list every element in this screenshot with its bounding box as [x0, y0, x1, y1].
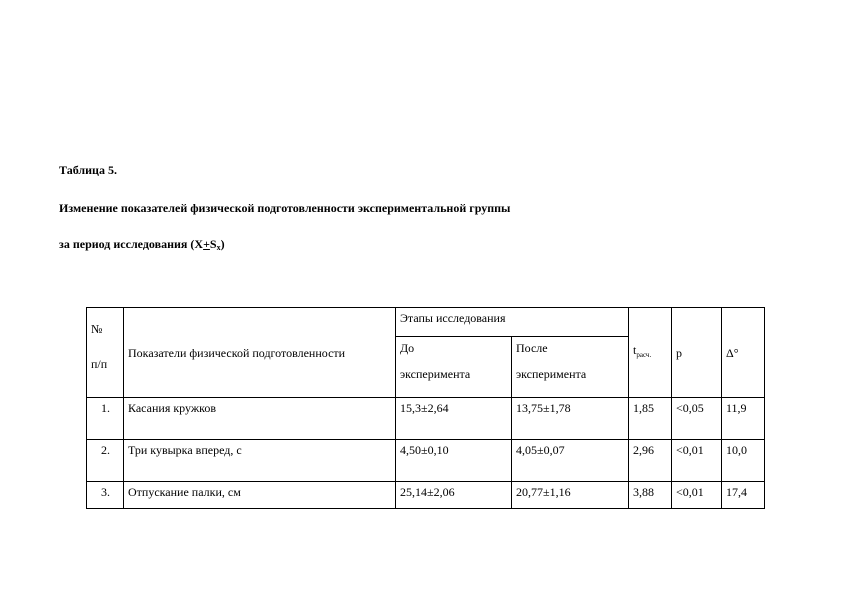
header-p-cell: [672, 308, 722, 398]
row-after-value: 4,05±0,07: [512, 440, 629, 482]
row-delta-value: 11,9: [722, 398, 765, 440]
row-p-value: <0,01: [672, 482, 722, 509]
title-s: S: [209, 237, 217, 251]
title-s-subscript: x: [216, 243, 221, 252]
title-suffix: ): [220, 237, 225, 251]
header-t-cell: [629, 308, 672, 398]
header-indicators: Показатели физической подготовленности: [128, 345, 346, 360]
row-indicator: Три кувырка вперед, с: [124, 440, 396, 482]
header-after-line-2: эксперимента: [516, 367, 587, 381]
row-before-value: 4,50±0,10: [396, 440, 512, 482]
title-prefix: за период исследования (X: [59, 237, 204, 251]
header-delta: Δ°: [726, 345, 739, 360]
header-before-cell: [396, 337, 512, 398]
row-p-value: <0,05: [672, 398, 722, 440]
results-table: [86, 307, 765, 509]
table-row: [87, 398, 765, 440]
header-stages-cell: [396, 308, 629, 337]
row-t-value: 3,88: [629, 482, 672, 509]
header-before-line-2: эксперимента: [400, 367, 471, 381]
row-indicator: Отпускание палки, см: [124, 482, 396, 509]
header-indicators-cell: [124, 308, 396, 398]
table-title-line-1: Изменение показателей физической подготовленности экспериментальной группы: [59, 201, 511, 215]
header-num-cell: [87, 308, 124, 398]
header-t-subscript: расч.: [636, 351, 652, 359]
header-before-line-1: До: [400, 341, 415, 355]
header-after-line-1: После: [516, 341, 548, 355]
row-t-value: 1,85: [629, 398, 672, 440]
header-row-1: [87, 308, 765, 337]
table-row: [87, 440, 765, 482]
header-after-cell: [512, 337, 629, 398]
row-before-value: 15,3±2,64: [396, 398, 512, 440]
row-after-value: 13,75±1,78: [512, 398, 629, 440]
table-number: Таблица 5.: [59, 163, 117, 177]
header-num-symbol: №: [91, 322, 103, 336]
row-before-value: 25,14±2,06: [396, 482, 512, 509]
title-plus-minus: +: [203, 237, 210, 251]
row-indicator: Касания кружков: [124, 398, 396, 440]
header-p: p: [676, 345, 682, 360]
row-number: 2.: [87, 440, 124, 482]
row-after-value: 20,77±1,16: [512, 482, 629, 509]
row-delta-value: 10,0: [722, 440, 765, 482]
row-t-value: 2,96: [629, 440, 672, 482]
header-num-label: п/п: [91, 357, 108, 371]
table-title-line-2: [59, 237, 225, 255]
row-number: 3.: [87, 482, 124, 509]
row-p-value: <0,01: [672, 440, 722, 482]
header-t: t: [633, 343, 637, 357]
row-number: 1.: [87, 398, 124, 440]
header-delta-cell: [722, 308, 765, 398]
table-row: [87, 482, 765, 509]
header-stages: Этапы исследования: [400, 311, 506, 325]
row-delta-value: 17,4: [722, 482, 765, 509]
